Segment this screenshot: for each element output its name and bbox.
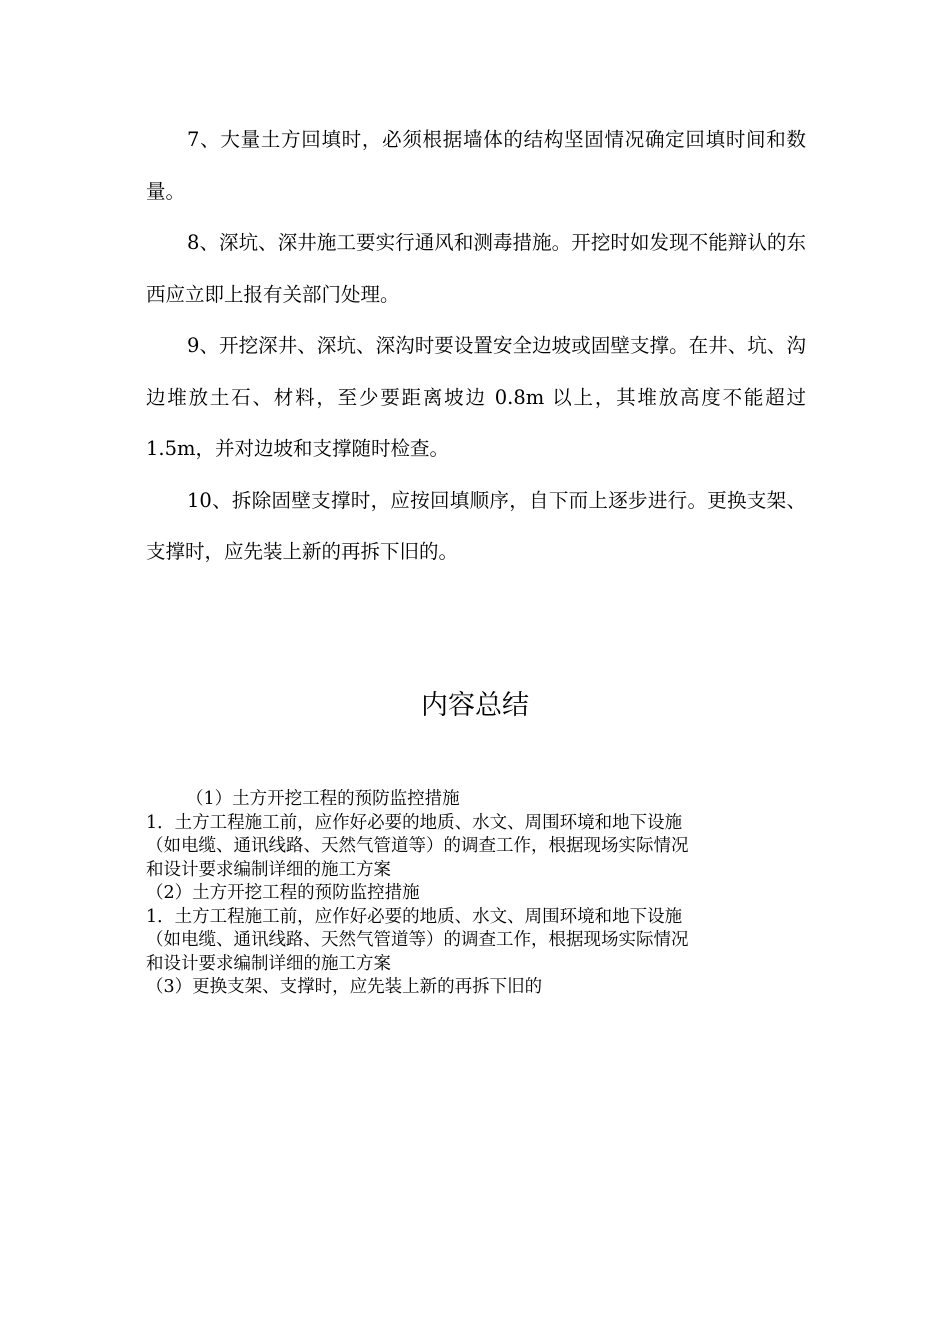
summary-line: 和设计要求编制详细的施工方案 xyxy=(146,953,391,974)
paragraph-8: 8、深坑、深井施工要实行通风和测毒措施。开挖时如发现不能辩认的东西应立即上报有关部门处理。 xyxy=(146,231,806,306)
paragraph-7: 7、大量土方回填时，必须根据墙体的结构坚固情况确定回填时间和数量。 xyxy=(146,128,806,203)
summary-line: （1）土方开挖工程的预防监控措施 xyxy=(186,789,460,809)
summary-line: （3）更换支架、支撑时，应先装上新的再拆下旧的 xyxy=(146,977,543,997)
summary-line: （如电缆、通讯线路、天然气管道等）的调查工作，根据现场实际情况 xyxy=(146,836,689,856)
summary-line: （如电缆、通讯线路、天然气管道等）的调查工作，根据现场实际情况 xyxy=(146,930,689,950)
summary-line: 1．土方工程施工前，应作好必要的地质、水文、周围环境和地下设施 xyxy=(146,906,683,927)
paragraph-10: 10、拆除固壁支撑时，应按回填顺序，自下而上逐步进行。更换支架、支撑时，应先装上新的再拆下旧的。 xyxy=(146,488,806,563)
body-text xyxy=(146,114,806,578)
summary-title: 内容总结 xyxy=(421,690,529,721)
summary-line: 和设计要求编制详细的施工方案 xyxy=(146,859,391,880)
paragraph-9: 9、开挖深井、深坑、深沟时要设置安全边坡或固壁支撑。在井、坑、沟边堆放土石、材料，至少要距离坡边 0.8m 以上，其堆放高度不能超过 1.5m，并对边坡和支撑随时检查。 xyxy=(146,334,806,460)
summary-section xyxy=(146,788,806,1000)
summary-line: （2）土方开挖工程的预防监控措施 xyxy=(146,883,420,903)
summary-line: 1．土方工程施工前，应作好必要的地质、水文、周围环境和地下设施 xyxy=(146,812,683,833)
